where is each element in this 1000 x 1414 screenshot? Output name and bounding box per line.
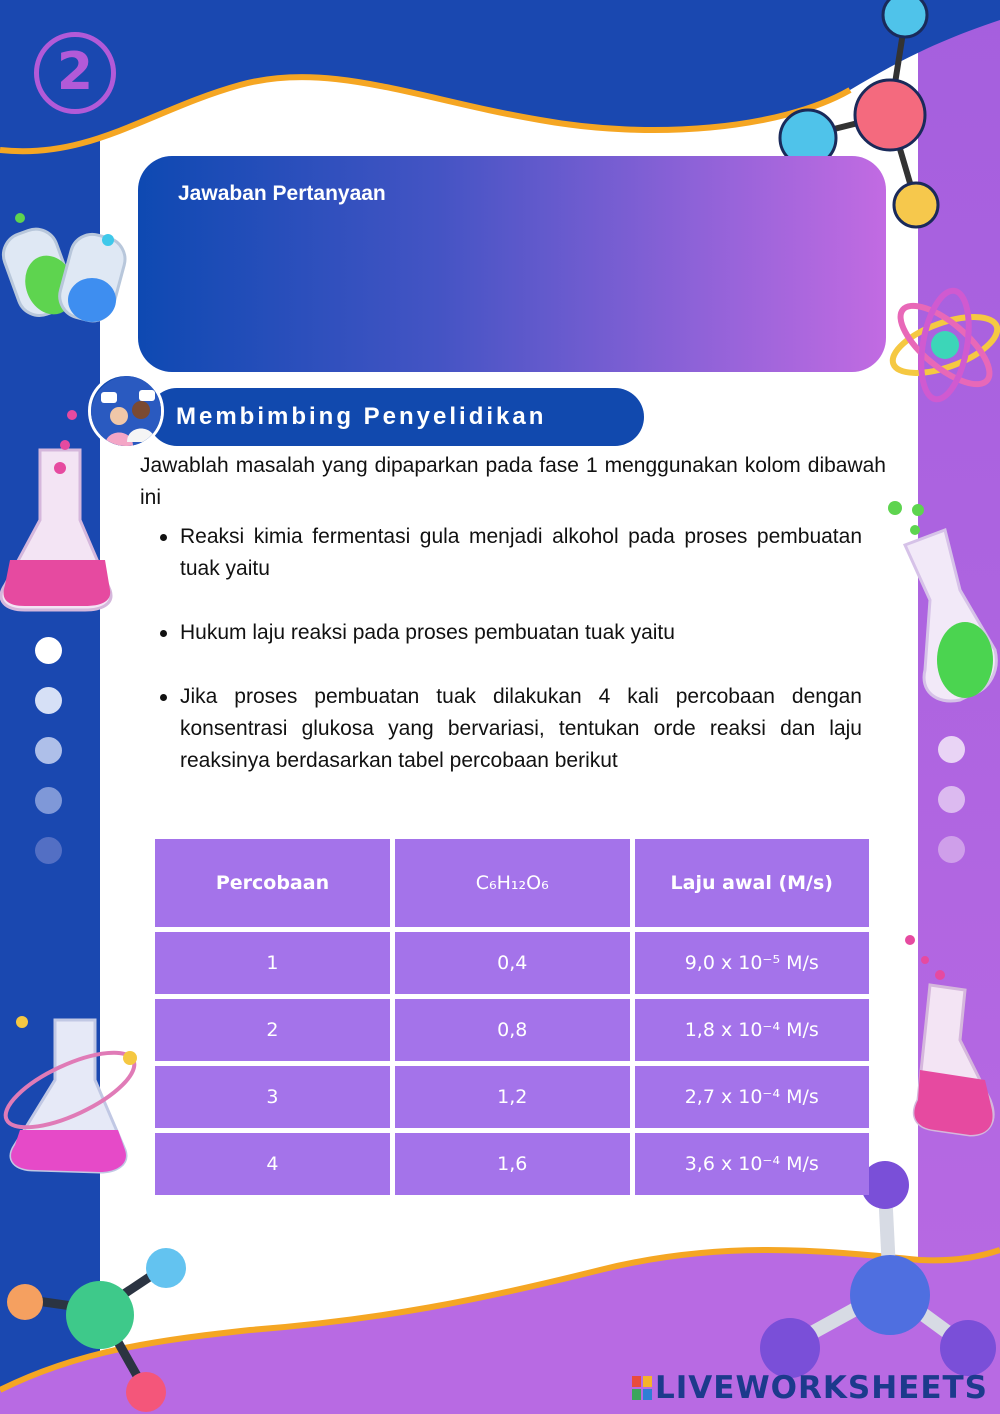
dot xyxy=(938,786,965,813)
left-dots xyxy=(35,637,62,887)
pink-flask-right-icon xyxy=(905,935,993,1135)
flask-orbit-left-icon xyxy=(0,1016,144,1172)
table-row xyxy=(155,999,869,1061)
table-cell: 1,8 x 10⁻⁴ M/s xyxy=(635,999,869,1061)
green-flask-right-icon xyxy=(888,501,996,701)
question-item: Jika proses pembuatan tuak dilakukan 4 kali percobaan dengan konsentrasi glukosa yang bervariasi, tentukan orde reaksi dan laju reaksinya berdasarkan tabel percobaan berikut xyxy=(180,681,862,777)
beakers-icon xyxy=(0,213,130,326)
dot xyxy=(35,687,62,714)
table-cell: 1,2 xyxy=(395,1066,630,1128)
table-header-cell: Percobaan xyxy=(155,839,390,927)
table-cell: 0,4 xyxy=(395,932,630,994)
table-row xyxy=(155,932,869,994)
question-item: Reaksi kimia fermentasi gula menjadi alkohol pada proses pembuatan tuak yaitu xyxy=(180,521,862,585)
liveworksheets-mark-icon xyxy=(632,1376,652,1400)
instruction-text: Jawablah masalah yang dipaparkan pada fase 1 menggunakan kolom dibawah ini xyxy=(140,454,886,509)
liveworksheets-text: LIVEWORKSHEETS xyxy=(655,1370,988,1406)
right-dots xyxy=(938,736,965,886)
answer-box[interactable] xyxy=(138,156,886,372)
table-cell: 3 xyxy=(155,1066,390,1128)
table-row xyxy=(155,1066,869,1128)
section-title: Membimbing Penyelidikan xyxy=(176,403,547,430)
table-cell: 9,0 x 10⁻⁵ M/s xyxy=(635,932,869,994)
table-cell: 4 xyxy=(155,1133,390,1195)
students-avatar-icon xyxy=(88,373,164,449)
table-cell: 2 xyxy=(155,999,390,1061)
table-header-row xyxy=(155,839,869,927)
dot xyxy=(938,836,965,863)
table-cell: 1,6 xyxy=(395,1133,630,1195)
table-header-cell: Laju awal (M/s) xyxy=(635,839,869,927)
table-cell: 0,8 xyxy=(395,999,630,1061)
page-number-badge: 2 xyxy=(34,32,116,114)
experiment-table xyxy=(150,834,874,1200)
dot xyxy=(35,787,62,814)
dot xyxy=(35,637,62,664)
table-cell: 1 xyxy=(155,932,390,994)
dot xyxy=(938,736,965,763)
dot xyxy=(35,837,62,864)
question-item: Hukum laju reaksi pada proses pembuatan tuak yaitu xyxy=(180,617,862,649)
liveworksheets-logo[interactable] xyxy=(632,1370,988,1406)
answer-box-title: Jawaban Pertanyaan xyxy=(178,182,386,205)
table-cell: 3,6 x 10⁻⁴ M/s xyxy=(635,1133,869,1195)
table-cell: 2,7 x 10⁻⁴ M/s xyxy=(635,1066,869,1128)
question-list xyxy=(180,521,862,777)
dot xyxy=(35,737,62,764)
table-row xyxy=(155,1133,869,1195)
pink-flask-left-icon xyxy=(1,410,111,610)
section-header xyxy=(148,388,644,446)
atom-icon xyxy=(886,287,1000,403)
table-header-cell: C₆H₁₂O₆ xyxy=(395,839,630,927)
